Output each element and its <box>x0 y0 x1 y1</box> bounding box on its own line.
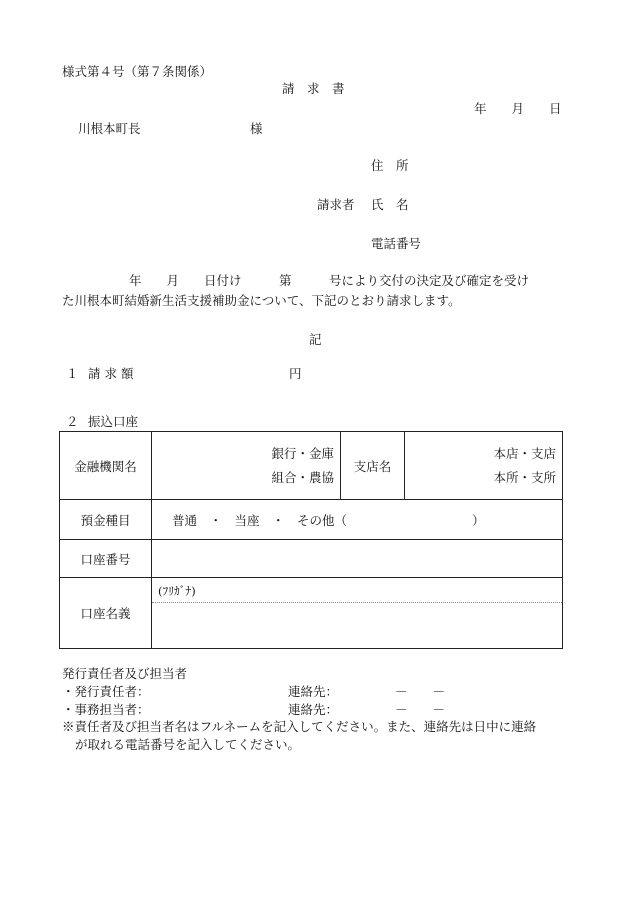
deposit-label: 預金種目 <box>60 500 152 540</box>
deposit-options[interactable]: 普通 ・ 当座 ・ その他（ ） <box>152 500 563 540</box>
item1-number: １ <box>66 366 79 381</box>
body-line-2: た川根本町結婚新生活支援補助金について、下記のとおり請求します。 <box>62 293 461 308</box>
account-number-label: 口座番号 <box>60 540 152 578</box>
bank-types-1: 銀行・金庫 <box>271 445 334 461</box>
form-number: 様式第４号（第７条関係） <box>62 64 213 79</box>
bank-label: 金融機関名 <box>60 432 152 500</box>
document-title: 請 求 書 <box>282 81 345 96</box>
deposit-row <box>60 500 563 540</box>
holder-label: 口座名義 <box>60 578 152 649</box>
furigana-divider <box>152 602 562 603</box>
note-line-1: ※責任者及び担当者名はフルネームを記入してください。また、連絡先は日中に連絡 <box>62 719 537 734</box>
branch-types-1: 本店・支店 <box>493 445 556 461</box>
holder-name-cell[interactable] <box>152 578 563 649</box>
holder-row <box>60 578 563 649</box>
issuer-label: ・発行責任者： <box>62 684 150 699</box>
body-line-1: 年 月 日付け 第 号により交付の決定及び確定を受け <box>129 273 530 288</box>
address-label: 住 所 <box>371 158 409 173</box>
note-line-2: が取れる電話番号を記入してください。 <box>75 737 301 752</box>
staff-contact-label: 連絡先： <box>288 702 339 717</box>
item1-label: 請 求 額 <box>88 366 134 381</box>
addressee: 川根本町長 <box>78 121 141 136</box>
account-number-row <box>60 540 563 578</box>
branch-label: 支店名 <box>341 432 405 500</box>
item2-label: 振込口座 <box>88 414 139 429</box>
footer-heading: 発行責任者及び担当者 <box>62 666 188 681</box>
bank-name-cell[interactable] <box>152 432 341 500</box>
staff-phone-dashes: － － <box>395 702 446 717</box>
ki-heading: 記 <box>309 332 322 347</box>
phone-label: 電話番号 <box>371 236 422 251</box>
furigana-label: (ﾌﾘｶﾞﾅ) <box>158 584 196 598</box>
bank-row <box>60 432 563 500</box>
branch-name-cell[interactable] <box>405 432 563 500</box>
issuer-phone-dashes: － － <box>395 684 446 699</box>
branch-types-2: 本所・支所 <box>493 469 556 485</box>
item1-unit: 円 <box>289 366 302 381</box>
account-table <box>59 431 563 649</box>
issuer-contact-label: 連絡先： <box>288 684 339 699</box>
bank-types-2: 組合・農協 <box>271 469 334 485</box>
name-label: 氏 名 <box>371 197 409 212</box>
staff-label: ・事務担当者： <box>62 702 150 717</box>
account-number-cell[interactable] <box>152 540 563 578</box>
date-line: 年 月 日 <box>474 101 562 116</box>
claimant-label: 請求者 <box>317 197 355 212</box>
honorific: 様 <box>250 121 263 136</box>
item2-number: ２ <box>66 414 79 429</box>
